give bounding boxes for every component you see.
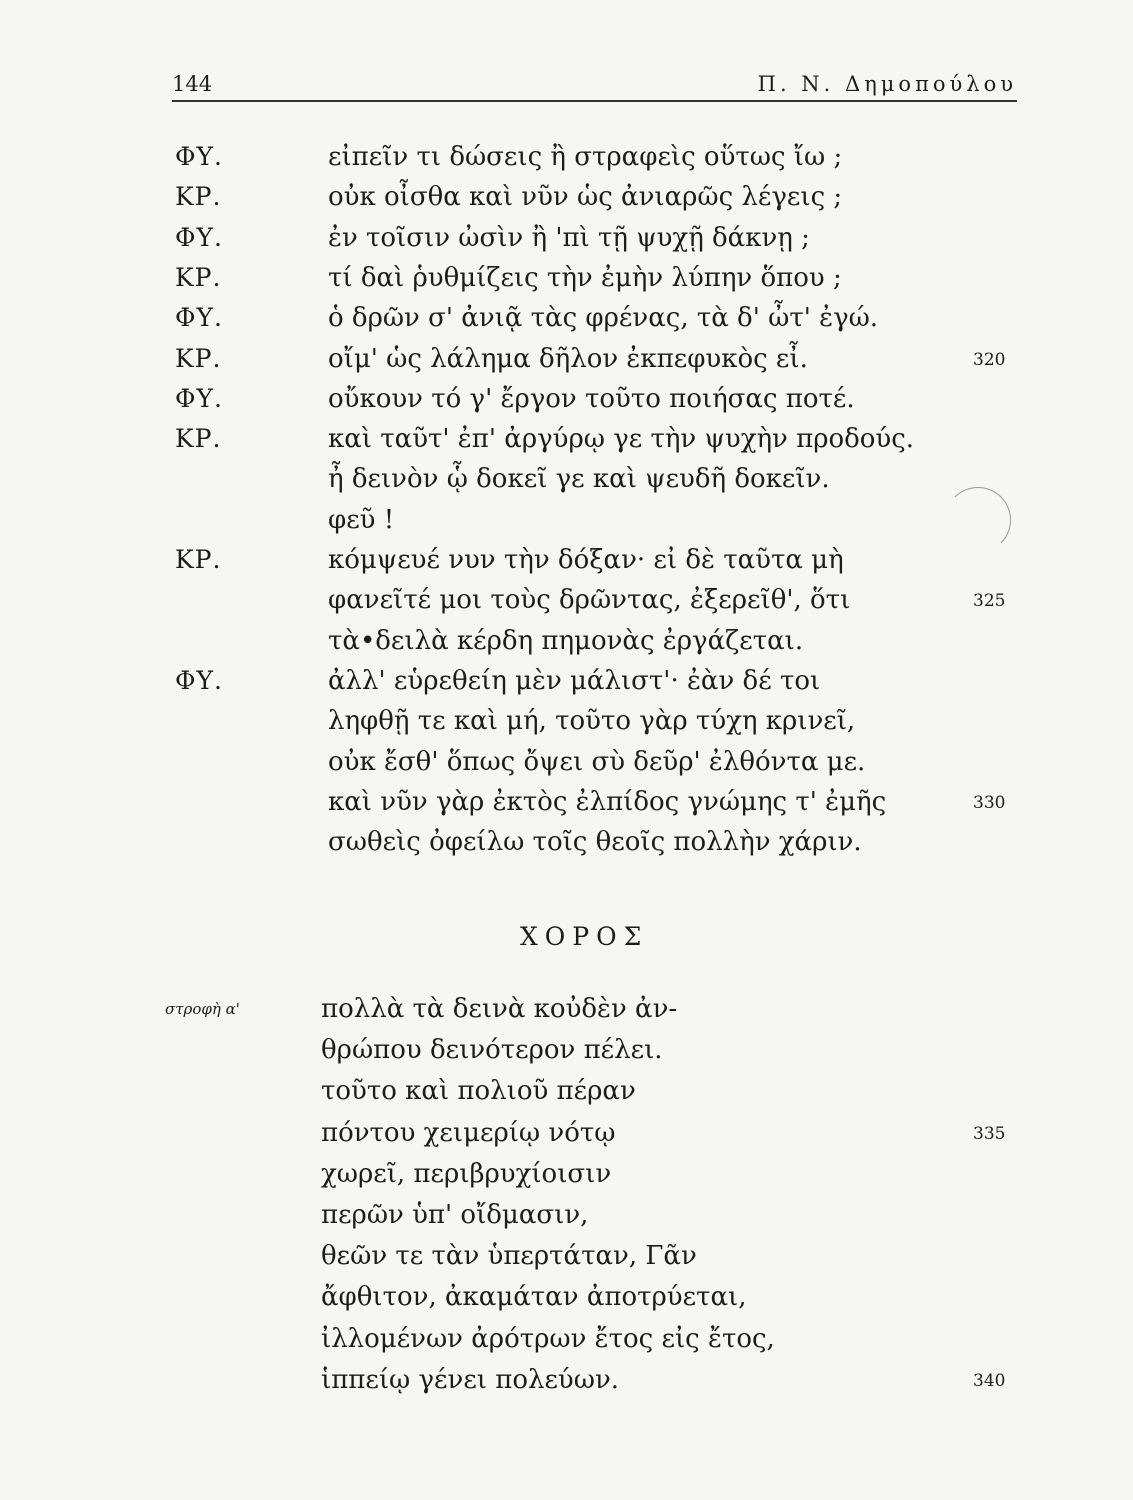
- verse-line: ἀλλ' εὑρεθείη μὲν μάλιστ'· ἐὰν δέ τοι: [328, 666, 821, 696]
- speaker-label: ΦΥ.: [175, 303, 223, 332]
- strophe-label: στροφὴ α': [165, 1000, 240, 1018]
- chorus-verse-line: ἄφθιτον, ἀκαμάταν ἀποτρύεται,: [321, 1282, 747, 1312]
- chorus-verse-line: πόντου χειμερίῳ νότῳ: [321, 1118, 616, 1148]
- margin-pencil-mark: [945, 487, 1011, 553]
- verse-line: εἰπεῖν τι δώσεις ἢ στραφεὶς οὕτως ἴω ;: [328, 142, 843, 172]
- speaker-label: ΚΡ.: [175, 263, 222, 292]
- chorus-verse-line: χωρεῖ, περιβρυχίοισιν: [321, 1159, 612, 1189]
- chorus-verse-line: θρώπου δεινότερον πέλει.: [321, 1035, 663, 1065]
- verse-line: σωθεὶς ὀφείλω τοῖς θεοῖς πολλὴν χάριν.: [328, 827, 862, 857]
- verse-line: τί δαὶ ῥυθμίζεις τὴν ἐμὴν λύπην ὅπου ;: [328, 263, 842, 293]
- verse-line: οὐκ ἔσθ' ὅπως ὄψει σὺ δεῦρ' ἐλθόντα με.: [328, 747, 866, 777]
- chorus-verse-line: θεῶν τε τὰν ὑπερτάταν, Γᾶν: [321, 1241, 697, 1271]
- verse-line: ἐν τοῖσιν ὠσὶν ἢ 'πὶ τῇ ψυχῇ δάκνῃ ;: [328, 223, 810, 253]
- header-rule: [172, 100, 1017, 102]
- speaker-label: ΦΥ.: [175, 223, 223, 252]
- verse-line: καὶ νῦν γὰρ ἐκτὸς ἐλπίδος γνώμης τ' ἐμῆς: [328, 787, 887, 817]
- speaker-label: ΚΡ.: [175, 182, 222, 211]
- line-number: 330: [973, 793, 1006, 813]
- speaker-label: ΦΥ.: [175, 666, 223, 695]
- running-head: Π. Ν. Δημοπούλου: [757, 72, 1017, 96]
- verse-line: καὶ ταῦτ' ἐπ' ἀργύρῳ γε τὴν ψυχὴν προδούς.: [328, 424, 915, 454]
- verse-line: φανεῖτέ μοι τοὺς δρῶντας, ἐξερεῖθ', ὅτι: [328, 585, 851, 615]
- verse-line: ὁ δρῶν σ' ἀνιᾷ τὰς φρένας, τὰ δ' ὦτ' ἐγώ.: [328, 303, 879, 333]
- chorus-verse-line: περῶν ὑπ' οἴδμασιν,: [321, 1200, 589, 1230]
- verse-line: ληφθῇ τε καὶ μή, τοῦτο γὰρ τύχη κρινεῖ,: [328, 706, 856, 736]
- page-number: 144: [172, 72, 213, 96]
- chorus-verse-line: ἱππείῳ γένει πολεύων.: [321, 1365, 620, 1395]
- line-number: 320: [973, 350, 1006, 370]
- line-number: 335: [973, 1124, 1006, 1144]
- verse-line: ἦ δεινὸν ᾧ δοκεῖ γε καὶ ψευδῆ δοκεῖν.: [328, 464, 830, 494]
- page-header: [172, 70, 1017, 100]
- chorus-verse-line: ἰλλομένων ἀρότρων ἔτος εἰς ἔτος,: [321, 1324, 775, 1354]
- section-title: ΧΟΡΟΣ: [520, 922, 649, 951]
- line-number: 325: [973, 591, 1006, 611]
- chorus-verse-line: πολλὰ τὰ δεινὰ κοὐδὲν ἀν-: [321, 994, 678, 1024]
- line-number: 340: [973, 1371, 1006, 1391]
- verse-line: κόμψευέ νυν τὴν δόξαν· εἰ δὲ ταῦτα μὴ: [328, 545, 844, 575]
- speaker-label: ΦΥ.: [175, 142, 223, 171]
- verse-line: τὰ•δειλὰ κέρδη πημονὰς ἐργάζεται.: [328, 626, 804, 656]
- speaker-label: ΚΡ.: [175, 344, 222, 373]
- speaker-label: ΦΥ.: [175, 384, 223, 413]
- verse-line: οὔκουν τό γ' ἔργον τοῦτο ποιήσας ποτέ.: [328, 384, 855, 414]
- speaker-label: ΚΡ.: [175, 545, 222, 574]
- verse-line: οὐκ οἶσθα καὶ νῦν ὡς ἀνιαρῶς λέγεις ;: [328, 182, 843, 212]
- speaker-label: ΚΡ.: [175, 424, 222, 453]
- verse-line: φεῦ !: [328, 505, 395, 535]
- chorus-verse-line: τοῦτο καὶ πολιοῦ πέραν: [321, 1076, 636, 1106]
- verse-line: οἴμ' ὡς λάλημα δῆλον ἐκπεφυκὸς εἶ.: [328, 344, 808, 374]
